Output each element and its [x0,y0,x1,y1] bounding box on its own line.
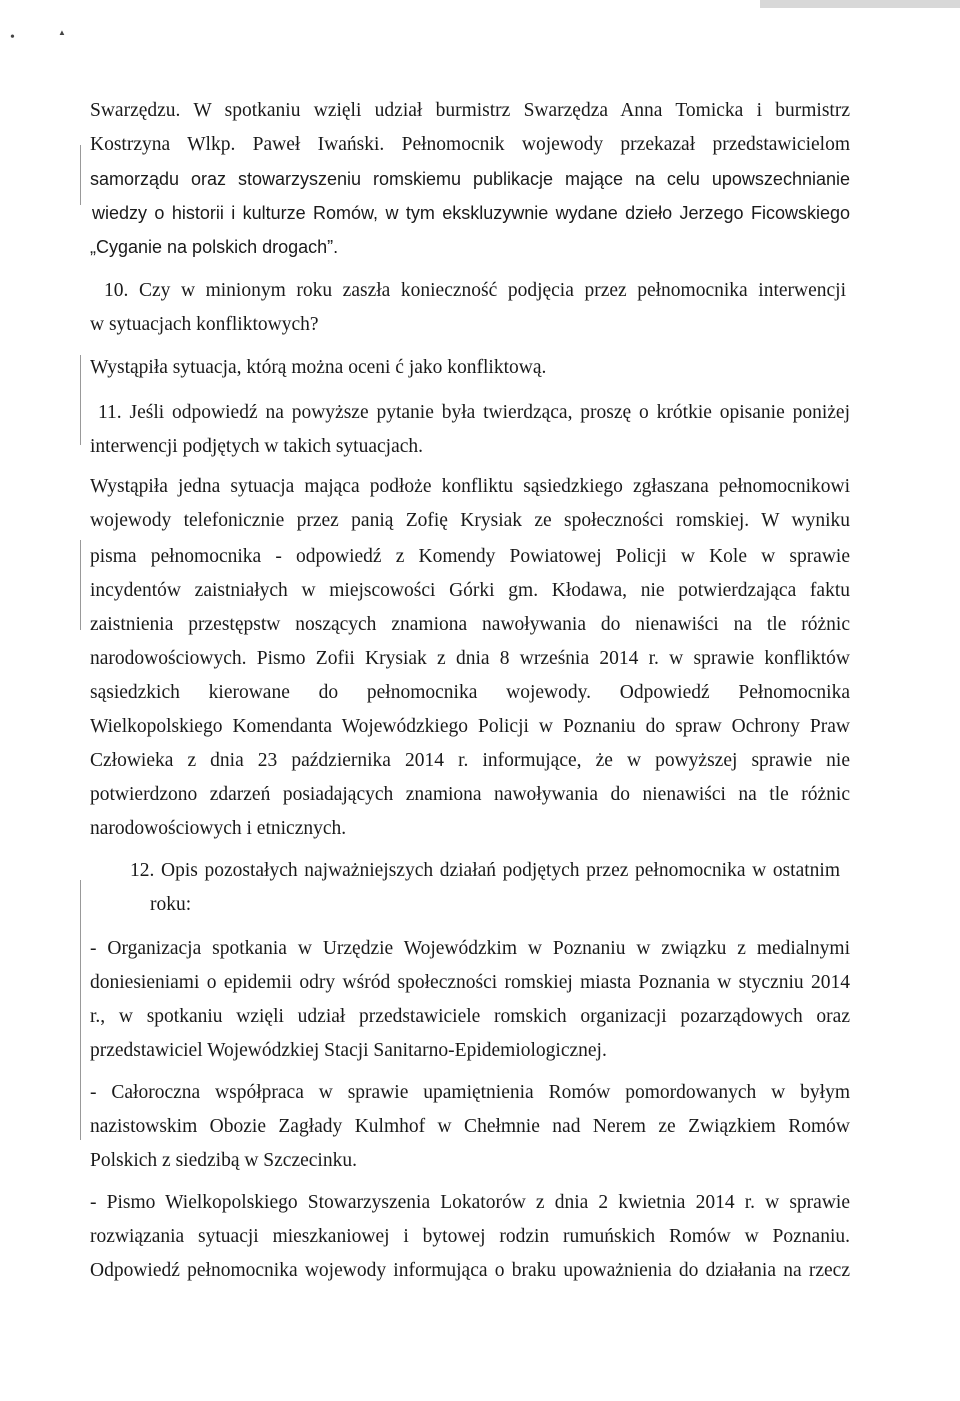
question-10: 10. Czy w minionym roku zaszła konieczność podjęcia przez pełnomocnika interwencji [104,280,846,301]
text-line: Odpowiedź pełnomocnika wojewody informująca o braku upoważnienia do działania na rzecz [90,1260,850,1281]
text-line: Swarzędzu. W spotkaniu wzięli udział burmistrz Swarzędza Anna Tomicka i burmistrz [90,100,850,121]
text-line: narodowościowych i etnicznych. [90,818,347,839]
margin-rule [80,145,81,205]
margin-rule [80,540,81,630]
text-line: „Cyganie na polskich drogach”. [90,237,339,257]
text-line: interwencji podjętych w takich sytuacjach. [90,436,424,457]
text-line: samorządu oraz stowarzyszeniu romskiemu publikacje mające na celu upowszechnianie [90,169,850,189]
text-line: Polskich z siedzibą w Szczecinku. [90,1150,357,1171]
text-line: wiedzy o historii i kulturze Romów, w tym ekskluzywnie wydane dzieło Jerzego Ficowskiego [92,203,850,223]
text-line: zaistnienia przestępstw noszących znamiona nawoływania do nienawiści na tle różnic [90,614,850,635]
text-line: - Organizacja spotkania w Urzędzie Wojewódzkim w Poznaniu w związku z medialnymi [90,938,850,959]
text-line: w sytuacjach konfliktowych? [90,314,319,335]
scan-edge-shadow [760,0,960,8]
text-line: Wielkopolskiego Komendanta Wojewódzkiego Policji w Poznaniu do spraw Ochrony Praw [90,716,850,737]
text-line: r., w spotkaniu wzięli udział przedstawiciele romskich organizacji pozarządowych oraz [90,1006,850,1027]
text-line: wojewody telefonicznie przez panią Zofię Krysiak ze społeczności romskiej. W wyniku [90,510,850,531]
question-12: 12. Opis pozostałych najważniejszych działań podjętych przez pełnomocnika w ostatnim [130,860,840,881]
answer-10: Wystąpiła sytuacja, którą można oceni ć jako konfliktową. [90,357,547,378]
text-line: Kostrzyna Wlkp. Paweł Iwański. Pełnomocnik wojewody przekazał przedstawicielom [90,134,850,155]
text-line: nazistowskim Obozie Zagłady Kulmhof w Chełmnie nad Nerem ze Związkiem Romów [90,1116,850,1137]
text-line: roku: [150,894,192,915]
text-line: Człowieka z dnia 23 października 2014 r. informujące, że w powyższej sprawie nie [90,750,850,771]
text-line: rozwiązania sytuacji mieszkaniowej i bytowej rodzin rumuńskich Romów w Poznaniu. [90,1226,850,1247]
text-line: potwierdzono zdarzeń posiadających znamiona nawoływania do nienawiści na tle różnic [90,784,850,805]
text-line: narodowościowych. Pismo Zofii Krysiak z dnia 8 września 2014 r. w sprawie konfliktów [90,648,850,669]
text-line: incydentów zaistniałych w miejscowości Górki gm. Kłodawa, nie potwierdzająca faktu [90,580,850,601]
text-line: przedstawiciel Wojewódzkiej Stacji Sanitarno-Epidemiologicznej. [90,1040,607,1061]
text-line: doniesieniami o epidemii odry wśród społeczności romskiej miasta Poznania w styczniu 2014 [90,972,850,993]
scan-speck-left: • [10,30,15,45]
text-line: pisma pełnomocnika - odpowiedź z Komendy Powiatowej Policji w Kole w sprawie [90,546,850,567]
text-line: - Całoroczna współpraca w sprawie upamiętnienia Romów pomordowanych w byłym [90,1082,850,1103]
scan-speck-right: ▲ [58,28,66,37]
margin-rule [80,355,81,445]
text-line: Wystąpiła jedna sytuacja mająca podłoże konfliktu sąsiedzkiego zgłaszana pełnomocnikowi [90,476,850,497]
text-line: sąsiedzkich kierowane do pełnomocnika wojewody. Odpowiedź Pełnomocnika [90,682,850,703]
margin-rule [80,880,81,1140]
question-11: 11. Jeśli odpowiedź na powyższe pytanie była twierdząca, proszę o krótkie opisanie poniżej [98,402,850,423]
text-line: - Pismo Wielkopolskiego Stowarzyszenia Lokatorów z dnia 2 kwietnia 2014 r. w sprawie [90,1192,850,1213]
